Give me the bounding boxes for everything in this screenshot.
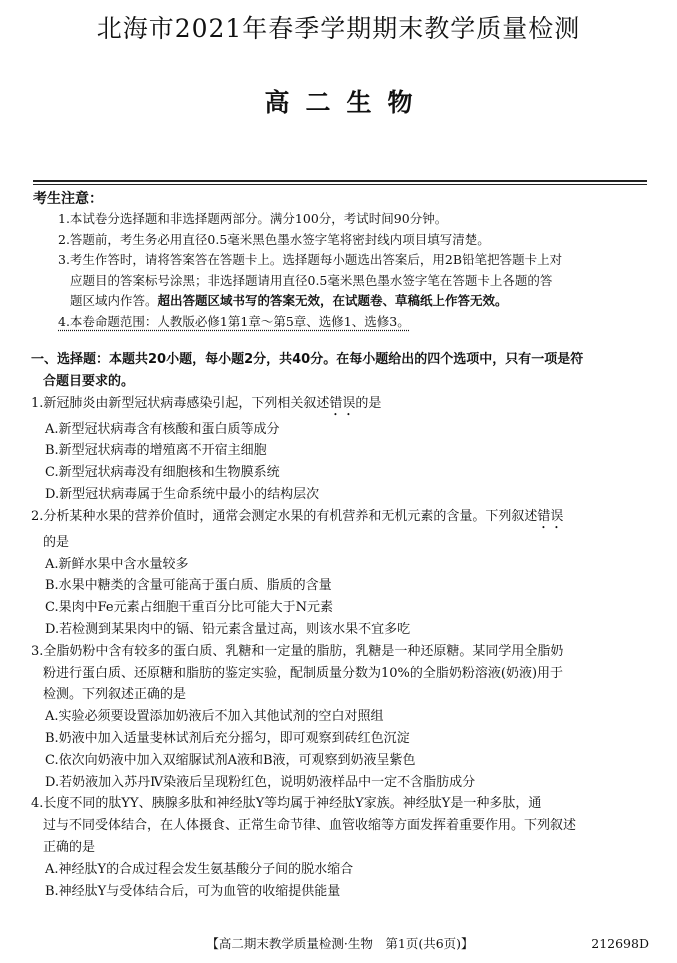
footer-page-info: 【高二期末教学质量检测·生物 第1页(共6页)】	[206, 936, 474, 951]
question-2-option-c: C.果肉中Fe元素占细胞干重百分比可能大于N元素	[45, 600, 333, 616]
notice-line: 3.考生作答时，请将答案答在答题卡上。选择题每小题选出答案后，用2B铅笔把答题卡上对	[58, 252, 563, 267]
question-1-option-d: D.新型冠状病毒属于生命系统中最小的结构层次	[45, 486, 320, 502]
question-3-option-d: D.若奶液加入苏丹Ⅳ染液后呈现粉红色，说明奶液样品中一定不含脂肪成分	[45, 774, 476, 790]
stem-emphasis: 错误	[329, 395, 356, 411]
notice-scope: 4.本卷命题范围：人教版必修1第1章～第5章、选修1、选修3。	[58, 313, 410, 329]
question-4-stem-cont: 正确的是	[43, 839, 96, 855]
notice-line	[58, 312, 648, 333]
question-4-option-a: A.神经肽Y的合成过程会发生氨基酸分子间的脱水缩合	[45, 861, 354, 877]
question-1-option-c: C.新型冠状病毒没有细胞核和生物膜系统	[45, 465, 280, 481]
stem-text: 1.新冠肺炎由新型冠状病毒感染引起，下列相关叙述	[31, 395, 330, 411]
footer-code: 212698D	[591, 936, 649, 951]
question-1-option-a: A.新型冠状病毒含有核酸和蛋白质等成分	[45, 421, 280, 437]
notice-emphasis: 超出答题区域书写的答案无效，在试题卷、草稿纸上作答无效。	[157, 293, 508, 308]
stem-emphasis: 错误	[537, 508, 564, 524]
question-4-stem: 4.长度不同的肽YY、胰腺多肽和神经肽Y等均属于神经肽Y家族。神经肽Y是一种多肽，通	[31, 796, 542, 812]
notice-line: 应题目的答案标号涂黑；非选择题请用直径0.5毫米黑色墨水签字笔在答题卡上各题的答	[70, 272, 553, 288]
notice-heading: 考生注意：	[33, 191, 103, 207]
question-3-option-b: B.奶液中加入适量斐林试剂后充分摇匀，即可观察到砖红色沉淀	[45, 730, 410, 746]
question-2-option-a: A.新鲜水果中含水量较多	[45, 556, 189, 572]
divider-thin	[33, 184, 647, 185]
question-3-option-a: A.实验必须要设置添加奶液后不加入其他试剂的空白对照组	[45, 709, 384, 725]
subject-title: 高二生物	[264, 88, 429, 117]
question-2-option-b: B.水果中糖类的含量可能高于蛋白质、脂质的含量	[45, 578, 332, 594]
notice-line	[58, 291, 648, 312]
question-3-stem: 3.全脂奶粉中含有较多的蛋白质、乳糖和一定量的脂肪，乳糖是一种还原糖。某同学用全脂奶	[31, 643, 564, 659]
section-heading: 一、选择题：本题共20小题，每小题2分，共40分。在每小题给出的四个选项中，只有一项是符	[31, 352, 584, 367]
question-3-stem-cont: 粉进行蛋白质、还原糖和脂肪的鉴定实验，配制质量分数为10%的全脂奶粉溶液(奶液)用于	[43, 665, 564, 681]
question-3-stem-cont: 检测。下列叙述正确的是	[43, 687, 187, 703]
question-4-stem-cont: 过与不同受体结合，在人体摄食、正常生命节律、血管收缩等方面发挥着重要作用。下列叙述	[43, 818, 577, 834]
notice-line: 2.答题前，考生务必用直径0.5毫米黑色墨水签字笔将密封线内项目填写清楚。	[58, 231, 490, 247]
question-1-option-b: B.新型冠状病毒的增殖离不开宿主细胞	[45, 443, 267, 459]
section-heading-cont: 合题目要求的。	[43, 373, 135, 389]
question-1-stem	[31, 393, 651, 419]
page-footer	[0, 934, 677, 954]
stem-text: 2.分析某种水果的营养价值时，通常会测定水果的有机营养和无机元素的含量。下列叙述	[31, 508, 538, 524]
question-2-stem	[31, 506, 651, 532]
question-4-option-b: B.神经肽Y与受体结合后，可为血管的收缩提供能量	[45, 883, 341, 899]
stem-text: 的是	[355, 395, 382, 411]
exam-title: 北海市2021年春季学期期末教学质量检测	[96, 14, 581, 43]
question-2-stem-cont: 的是	[43, 534, 70, 550]
question-2-option-d: D.若检测到某果肉中的镉、铅元素含量过高，则该水果不宜多吃	[45, 621, 411, 637]
notice-text: 题区域内作答。	[70, 293, 158, 308]
questions-area	[31, 349, 651, 902]
notice-block	[58, 209, 648, 332]
divider-thick	[33, 180, 647, 182]
question-3-option-c: C.依次向奶液中加入双缩脲试剂A液和B液，可观察到奶液呈紫色	[45, 752, 416, 768]
notice-line: 1.本试卷分选择题和非选择题两部分。满分100分，考试时间90分钟。	[58, 211, 448, 226]
